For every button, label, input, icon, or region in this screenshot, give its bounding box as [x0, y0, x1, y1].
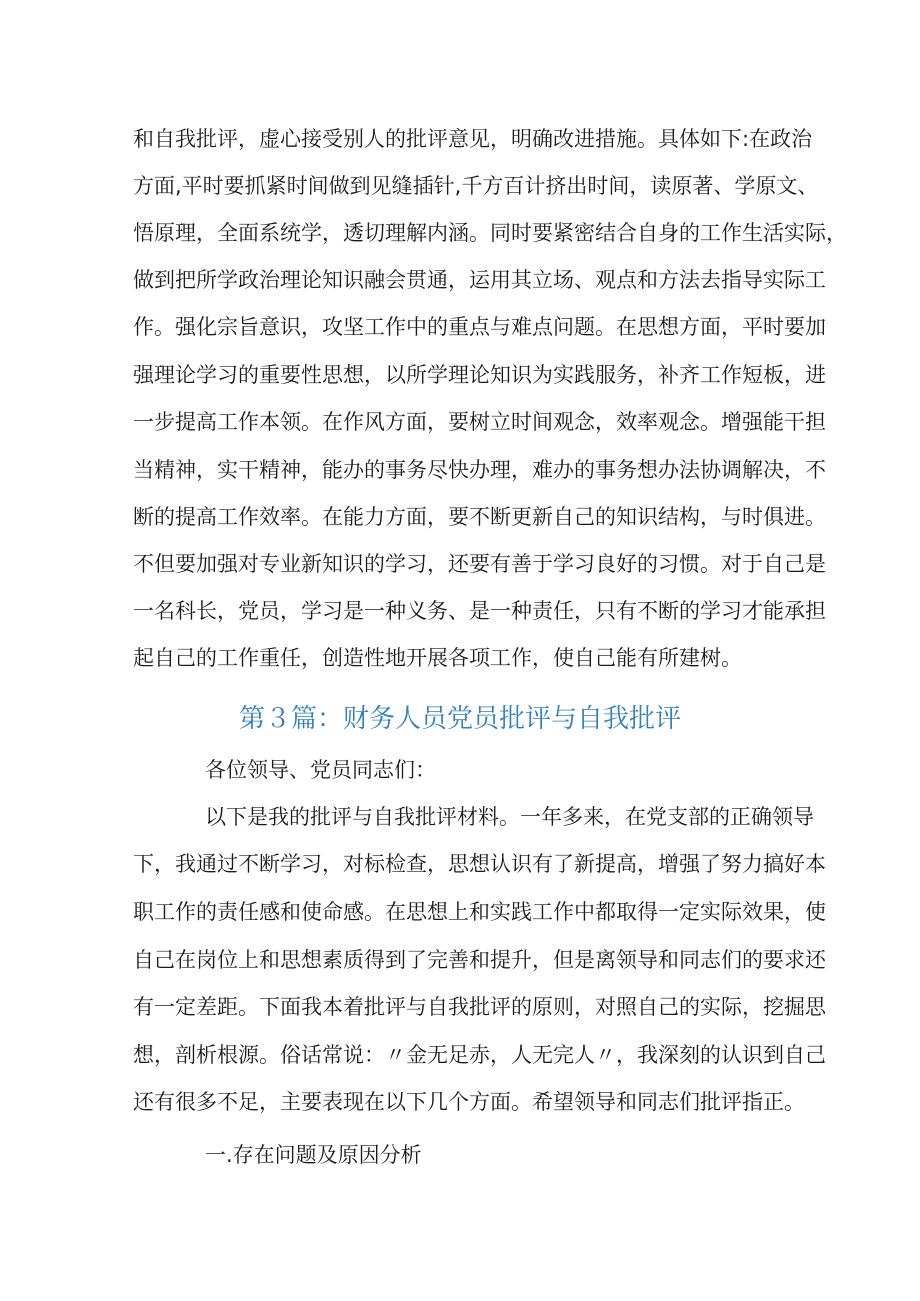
body-text-line: 作。强化宗旨意识，攻坚工作中的重点与难点问题。在思想方面，平时要加: [133, 315, 826, 339]
body-text-line: 有一定差距。下面我本着批评与自我批评的原则，对照自己的实际，挖掘思: [133, 995, 826, 1019]
body-text-line: 做到把所学政治理论知识融会贯通，运用其立场、观点和方法去指导实际工: [133, 268, 826, 292]
body-text-line: 当精神，实干精神，能办的事务尽快办理，难办的事务想办法协调解决，不: [133, 458, 826, 482]
body-text-line: 和自我批评，虚心接受别人的批评意见，明确改进措施。具体如下:在政治: [133, 127, 813, 151]
body-text-line: 强理论学习的重要性思想，以所学理论知识为实践服务，补齐工作短板，进: [133, 363, 826, 387]
body-text-line: 想，剖析根源。俗话常说：〃金无足赤，人无完人〃，我深刻的认识到自己: [133, 1043, 826, 1067]
body-text-line: 以下是我的批评与自我批评材料。一年多来，在党支部的正确领导: [205, 805, 814, 829]
body-text-line: 自己在岗位上和思想素质得到了完善和提升，但是离领导和同志们的要求还: [133, 948, 826, 972]
body-text-line: 不但要加强对专业新知识的学习，还要有善于学习良好的习惯。对于自己是: [133, 552, 826, 576]
body-text-line: 下，我通过不断学习，对标检查，思想认识有了新提高，增强了努力搞好本: [133, 852, 826, 876]
body-text-line: 一名科长，党员，学习是一种义务、是一种责任，只有不断的学习才能承担: [133, 599, 826, 623]
body-text-line: 断的提高工作效率。在能力方面，要不断更新自己的知识结构，与时俱进。: [133, 505, 826, 529]
section-title: 第３篇：财务人员党员批评与自我批评: [238, 704, 681, 734]
body-text-line: 职工作的责任感和使命感。在思想上和实践工作中都取得一定实际效果，使: [133, 900, 826, 924]
greeting-text: 各位领导、党员同志们：: [205, 758, 436, 782]
body-text-line: 起自己的工作重任，创造性地开展各项工作，使自己能有所建树。: [133, 646, 742, 670]
body-text-line: 还有很多不足，主要表现在以下几个方面。希望领导和同志们批评指正。: [133, 1090, 805, 1114]
body-text-line: 一步提高工作本领。在作风方面，要树立时间观念，效率观念。增强能干担: [133, 410, 826, 434]
subheading: 一.存在问题及原因分析: [205, 1143, 422, 1167]
body-text-line: 方面,平时要抓紧时间做到见缝插针,千方百计挤出时间，读原著、学原文、: [133, 174, 819, 198]
body-text-line: 悟原理，全面系统学，透切理解内涵。同时要紧密结合自身的工作生活实际，: [133, 221, 847, 245]
